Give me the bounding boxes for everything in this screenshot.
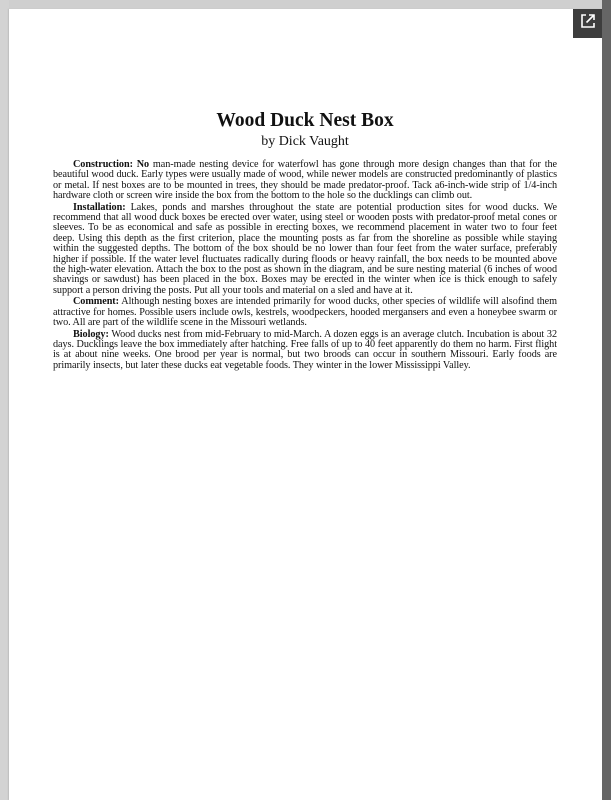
section-heading: Comment:	[73, 296, 119, 308]
open-in-new-window-icon	[580, 13, 596, 34]
section-heading: Installation:	[73, 201, 126, 213]
section-comment	[53, 297, 557, 328]
section-heading: Construction: No	[73, 159, 150, 170]
section-body: Wood ducks nest from mid-February to mid-March. A dozen eggs is an average clutch. Incubation is about 32 days. Ducklings leave the box immediately after hatching. Free falls of up to 40 feet apparently do them no harm. First flight is at about nine weeks. One brood per year is normal, but two broods can occur in southern Missouri. Early foods are primarily insects, but later these ducks eat vegetable foods. They winter in the lower Mississippi Valley.	[53, 328, 557, 371]
viewer-left-margin	[0, 0, 9, 800]
section-heading: Biology:	[73, 328, 109, 340]
section-body: man-made nesting device for waterfowl has gone through more design changes than that for the beautiful wood duck. Early types were usually made of wood, while newer models are constructed predominantly of plastics or metal. If nest boxes are to be mounted in trees, they should be made predator-proof. Tack a6-inch-wide strip of 1/4-inch hardware cloth or screen wire inside the box from the bottom to the hole so the ducklings can climb out.	[53, 159, 557, 202]
document-title: Wood Duck Nest Box	[216, 110, 394, 131]
viewer-scrollbar-track[interactable]	[602, 0, 611, 800]
popout-button[interactable]	[573, 9, 602, 38]
document-content	[53, 110, 557, 372]
section-body: Lakes, ponds and marshes throughout the state are potential production sites for wood ducks. We recommend that all wood duck boxes be erected over water, using steel or wooden posts with predator-proof metal cones or sleeves. To be as economical and safe as possible in erecting boxes, we recommend placement in water two to four feet deep. Using this depth as the first criterion, place the mounting posts as far from the shoreline as possible while staying within the suggested depths. The bottom of the box should be no lower than four feet from the water surface, preferably higher if possible. If the water level fluctuates radically during floods or heavy rainfall, the box needs to be mounted above the high-water elevation. Attach the box to the post as shown in the diagram, and be sure nesting material (6 inches of wood shavings or sawdust) has been placed in the box. Boxes may be erected in the winter when ice is thick enough to safely support a person driving the posts. Put all your tools and material on a sled and have at it.	[53, 201, 557, 296]
viewer-top-margin	[0, 0, 602, 9]
document-byline: by Dick Vaught	[261, 134, 349, 149]
section-body: Although nesting boxes are intended primarily for wood ducks, other species of wildlife will alsofind them attractive for homes. Possible users include owls, kestrels, woodpeckers, hooded mergansers and even a honeybee swarm or two. All are part of the wildlife scene in the Missouri wetlands.	[53, 296, 557, 329]
section-installation	[53, 203, 557, 297]
section-biology	[53, 330, 557, 372]
section-construction	[53, 160, 557, 202]
